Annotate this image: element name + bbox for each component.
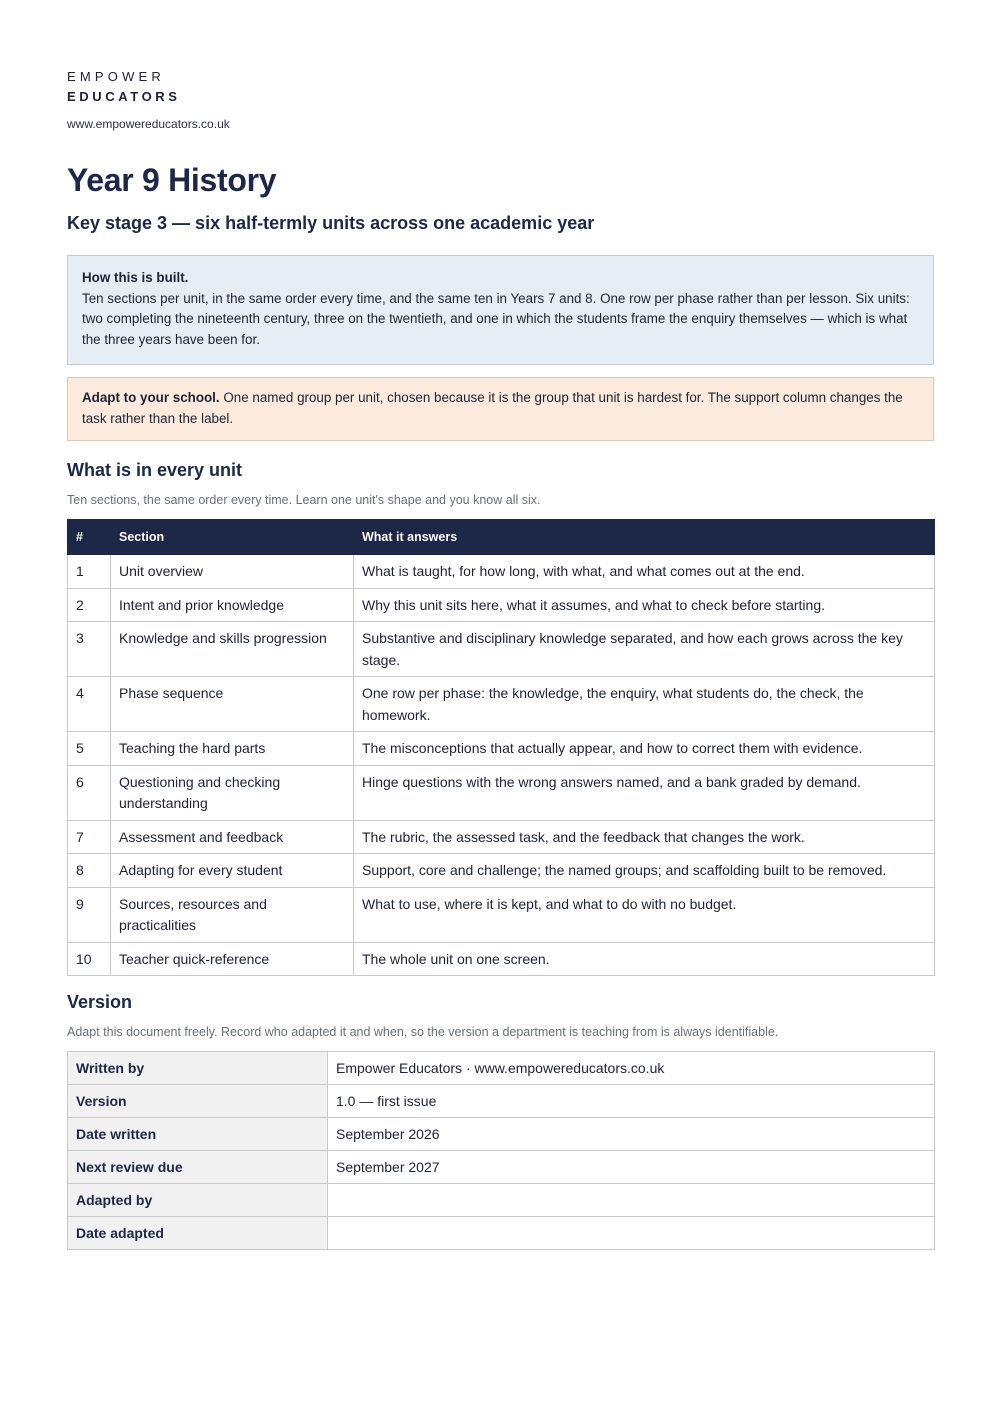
unit-sections-table (67, 519, 935, 976)
row-number: 2 (68, 588, 111, 622)
date-adapted-field[interactable] (328, 1217, 935, 1250)
version-row (68, 1151, 935, 1184)
row-answers: The rubric, the assessed task, and the feedback that changes the work. (354, 820, 935, 854)
version-section-heading: Version (67, 992, 133, 1012)
row-answers: The whole unit on one screen. (354, 942, 935, 976)
row-section: Sources, resources and practicalities (111, 887, 354, 942)
row-answers: Support, core and challenge; the named groups; and scaffolding built to be removed. (354, 854, 935, 888)
version-row (68, 1217, 935, 1250)
brand-name-line2: EDUCATORS (67, 89, 181, 104)
table-row (68, 622, 935, 677)
row-answers: The misconceptions that actually appear, and how to correct them with evidence. (354, 732, 935, 766)
column-header-answers: What it answers (354, 520, 935, 555)
how-built-callout (67, 255, 934, 365)
adapt-heading: Adapt to your school. (82, 390, 220, 405)
table-row (68, 887, 935, 942)
version-label: Next review due (68, 1151, 328, 1184)
version-value: September 2026 (328, 1118, 935, 1151)
column-header-number: # (68, 520, 111, 555)
row-section: Knowledge and skills progression (111, 622, 354, 677)
row-number: 5 (68, 732, 111, 766)
version-table (67, 1051, 935, 1250)
row-answers: Why this unit sits here, what it assumes, and what to check before starting. (354, 588, 935, 622)
version-label: Written by (68, 1052, 328, 1085)
row-answers: Substantive and disciplinary knowledge separated, and how each grows across the key stage. (354, 622, 935, 677)
table-row (68, 820, 935, 854)
adapted-by-field[interactable] (328, 1184, 935, 1217)
units-section-heading: What is in every unit (67, 460, 243, 480)
row-number: 8 (68, 854, 111, 888)
adapt-text: One named group per unit, chosen because it is the group that unit is hardest for. The support column changes the task rather than the label. (82, 390, 903, 426)
row-answers: Hinge questions with the wrong answers named, and a bank graded by demand. (354, 765, 935, 820)
row-number: 3 (68, 622, 111, 677)
version-value: Empower Educators · www.empowereducators.co.uk (328, 1052, 935, 1085)
version-label: Version (68, 1085, 328, 1118)
version-row (68, 1085, 935, 1118)
row-number: 7 (68, 820, 111, 854)
table-row (68, 854, 935, 888)
row-section: Unit overview (111, 555, 354, 589)
table-row (68, 942, 935, 976)
page-subtitle: Key stage 3 — six half-termly units across one academic year (67, 213, 595, 233)
row-answers: One row per phase: the knowledge, the enquiry, what students do, the check, the homework. (354, 677, 935, 732)
row-section: Adapting for every student (111, 854, 354, 888)
version-value: 1.0 — first issue (328, 1085, 935, 1118)
table-row (68, 677, 935, 732)
version-label: Adapted by (68, 1184, 328, 1217)
row-section: Teaching the hard parts (111, 732, 354, 766)
row-number: 4 (68, 677, 111, 732)
brand-url: www.empowereducators.co.uk (67, 117, 230, 131)
row-answers: What is taught, for how long, with what, and what comes out at the end. (354, 555, 935, 589)
version-section-note: Adapt this document freely. Record who adapted it and when, so the version a department is teaching from is always identifiable. (67, 1025, 779, 1039)
brand-name-line1: EMPOWER (67, 69, 166, 84)
row-number: 10 (68, 942, 111, 976)
row-section: Intent and prior knowledge (111, 588, 354, 622)
column-header-section: Section (111, 520, 354, 555)
row-number: 9 (68, 887, 111, 942)
version-row (68, 1118, 935, 1151)
version-row (68, 1184, 935, 1217)
version-row (68, 1052, 935, 1085)
table-row (68, 588, 935, 622)
units-section-note: Ten sections, the same order every time. Learn one unit's shape and you know all six. (67, 493, 541, 507)
row-number: 6 (68, 765, 111, 820)
how-built-text: Ten sections per unit, in the same order every time, and the same ten in Years 7 and 8. One row per phase rather than per lesson. Six units: two completing the nineteenth century, three on the twentieth, and one in which the students frame the enquiry themselves — which is what the three years have been for. (82, 290, 910, 347)
row-answers: What to use, where it is kept, and what to do with no budget. (354, 887, 935, 942)
row-section: Assessment and feedback (111, 820, 354, 854)
table-header-row (68, 520, 935, 555)
how-built-heading: How this is built. (82, 270, 189, 285)
row-number: 1 (68, 555, 111, 589)
table-row (68, 765, 935, 820)
table-row (68, 555, 935, 589)
version-label: Date adapted (68, 1217, 328, 1250)
row-section: Teacher quick-reference (111, 942, 354, 976)
page-title: Year 9 History (67, 162, 277, 198)
table-row (68, 732, 935, 766)
row-section: Phase sequence (111, 677, 354, 732)
version-label: Date written (68, 1118, 328, 1151)
row-section: Questioning and checking understanding (111, 765, 354, 820)
adapt-callout (67, 377, 934, 441)
version-value: September 2027 (328, 1151, 935, 1184)
